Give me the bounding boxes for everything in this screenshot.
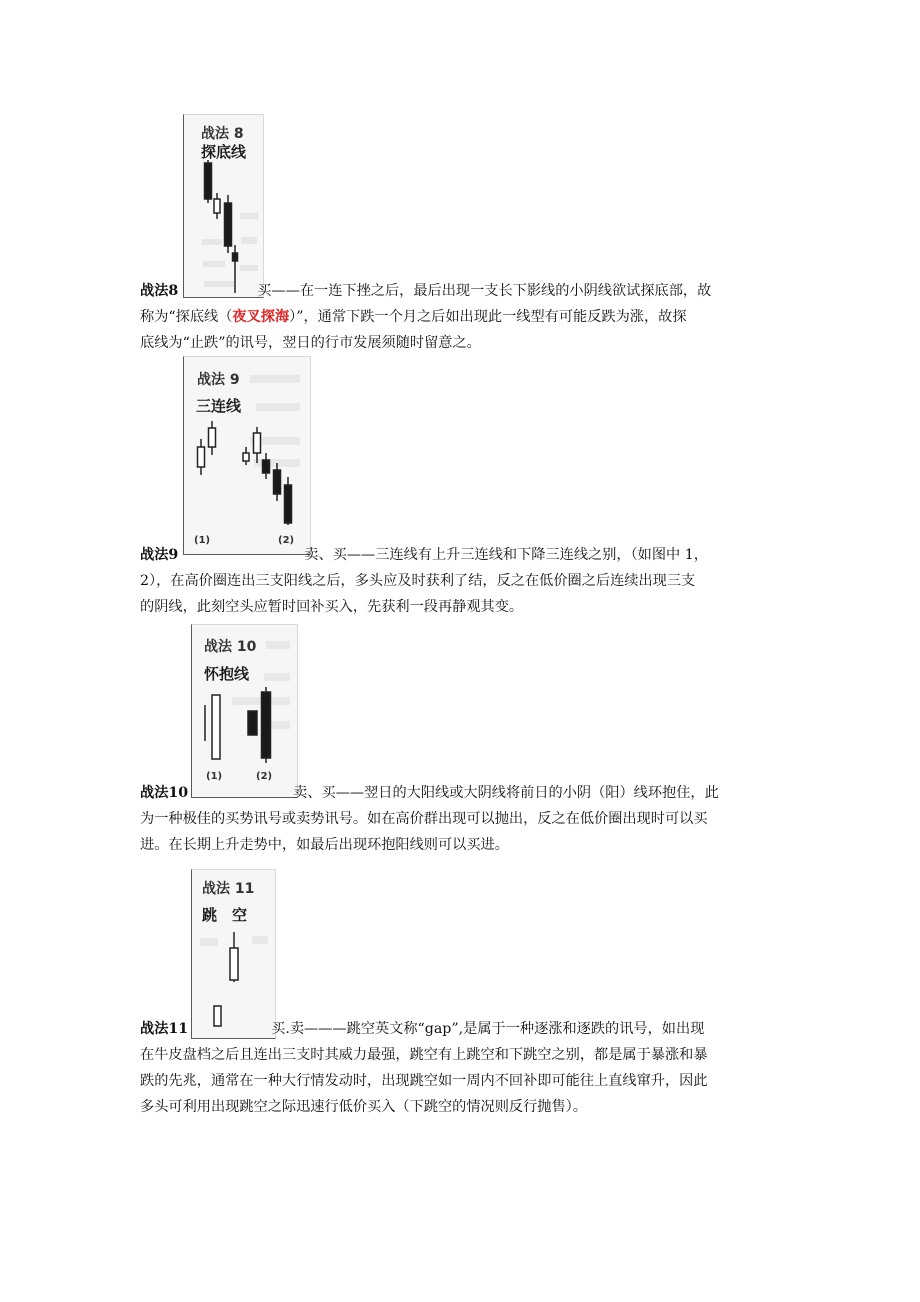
section-8-red-term: 夜叉探海 <box>232 309 290 325</box>
section-10-text-line-3: 进。在长期上升走势中，如最后出现环抱阳线则可以买进。 <box>140 837 509 853</box>
figure-9-title: 战法 9 <box>197 372 240 388</box>
section-8-text-line-3: 底线为“止跌”的讯号，翌日的行市发展须随时留意之。 <box>140 335 481 351</box>
figure-9-candles <box>184 357 310 554</box>
section-9-text-line-1: 卖、买——三连线有上升三连线和下降三连线之别，（如图中 1， <box>304 547 708 563</box>
figure-10-candlestick-diagram <box>191 624 298 798</box>
section-8-text-line-2b: ）”，通常下跌一个月之后如出现此一线型有可能反跌为涨，故探 <box>289 309 687 325</box>
section-9-paragraph <box>140 542 785 620</box>
figure-8-candlestick-diagram <box>183 114 264 298</box>
section-9-text-line-2: 2），在高价圈连出三支阳线之后，多头应及时获利了结，反之在低价圈之后连续出现三支 <box>140 573 696 589</box>
section-8-paragraph <box>140 278 785 356</box>
figure-10-label-1: (1) <box>206 771 223 782</box>
section-11-label: 战法11 <box>140 1021 189 1037</box>
figure-10-candles <box>192 625 297 797</box>
figure-10-subtitle: 怀抱线 <box>204 665 250 683</box>
figure-8-title: 战法 8 <box>201 126 244 142</box>
figure-11-candlestick-diagram <box>191 869 276 1039</box>
section-10-text-line-2: 为一种极佳的买势讯号或卖势讯号。如在高价群出现可以抛出，反之在低价圈出现时可以买 <box>140 811 708 827</box>
figure-8-subtitle: 探底线 <box>201 143 247 161</box>
section-11-text-line-3: 跌的先兆，通常在一种大行情发动时，出现跳空如一周内不回补即可能往上直线窜升，因此 <box>140 1073 708 1089</box>
figure-11-candles <box>192 870 275 1038</box>
section-11-text-line-4: 多头可利用出现跳空之际迅速行低价买入（下跳空的情况则反行抛售）。 <box>140 1099 587 1115</box>
section-9-label: 战法9 <box>140 547 179 563</box>
section-8-label: 战法8 <box>140 283 179 299</box>
section-10-paragraph <box>140 780 785 858</box>
section-10-label: 战法10 <box>140 785 189 801</box>
figure-11-title: 战法 11 <box>202 881 255 897</box>
section-11-text-line-1: 买.卖———跳空英文称“gap”,是属于一种逐涨和逐跌的讯号，如出现 <box>271 1021 705 1037</box>
section-9-text-line-3: 的阴线，此刻空头应暂时回补买入，先获利一段再静观其变。 <box>140 599 524 615</box>
figure-10-label-2: (2) <box>256 771 273 782</box>
section-8-text-line-2a: 称为“探底线（ <box>140 309 233 325</box>
figure-8-candles <box>184 115 263 297</box>
section-10-text-line-1: 卖、买——翌日的大阳线或大阴线将前日的小阴（阳）线环抱住，此 <box>293 785 719 801</box>
figure-9-subtitle: 三连线 <box>196 397 242 415</box>
figure-9-candlestick-diagram <box>183 356 311 555</box>
figure-10-title: 战法 10 <box>204 639 257 655</box>
section-11-text-line-2: 在牛皮盘档之后且连出三支时其威力最强，跳空有上跳空和下跳空之别，都是属于暴涨和暴 <box>140 1047 708 1063</box>
figure-9-label-2: (2) <box>278 535 295 546</box>
section-11-paragraph <box>140 1016 785 1120</box>
figure-11-subtitle: 跳 空 <box>202 906 248 924</box>
figure-9-label-1: (1) <box>194 535 211 546</box>
section-8-text-line-1: 买——在一连下挫之后，最后出现一支长下影线的小阴线欲试探底部，故 <box>257 283 712 299</box>
